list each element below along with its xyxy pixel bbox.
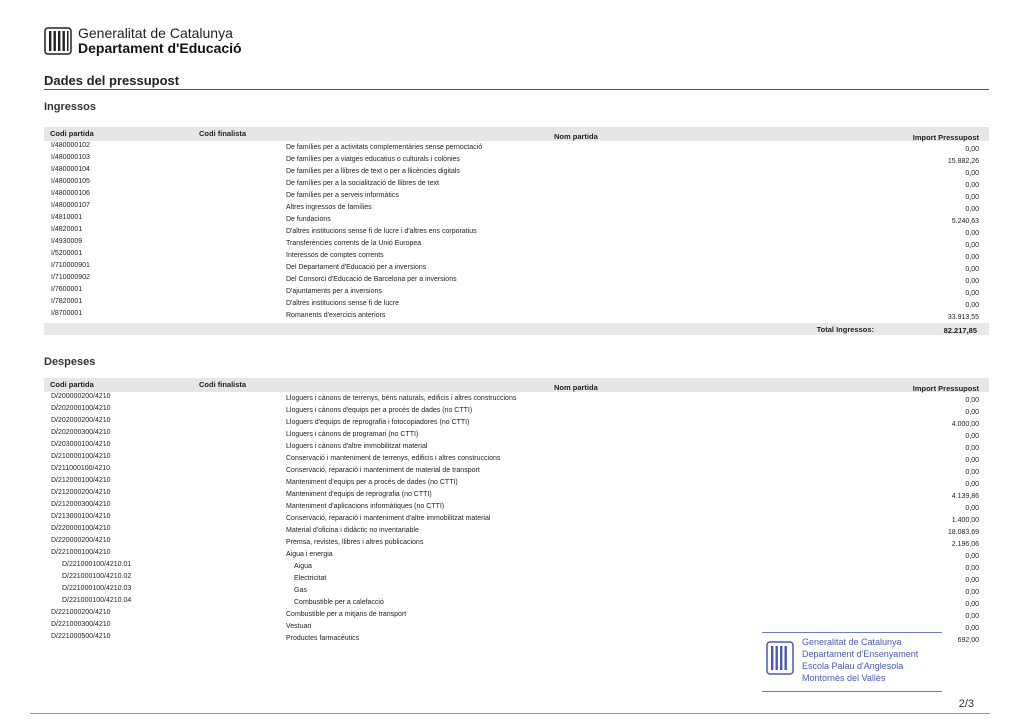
row-code: I/710000901: [51, 262, 90, 269]
table-row: [44, 476, 989, 488]
table-row: [44, 584, 989, 596]
footer-divider: [30, 713, 990, 714]
row-code: D/221000100/4210.01: [62, 561, 132, 568]
row-amount: 0,00: [965, 613, 979, 620]
row-amount: 0,00: [965, 457, 979, 464]
row-name: De famílies per a viatges educatius o culturals i colònies: [286, 156, 460, 163]
row-name: Romanents d'exercicis anteriors: [286, 312, 386, 319]
row-amount: 33.913,55: [947, 314, 979, 321]
row-name: De famílies per a llibres de text o per a llicències digitals: [286, 168, 460, 175]
ingressos-rows: [44, 141, 989, 321]
row-name: Del Departament d'Educació per a inversions: [286, 264, 427, 271]
table-row: [44, 153, 989, 165]
row-amount: 0,00: [965, 601, 979, 608]
row-amount: 0,00: [965, 206, 979, 213]
row-name: Productes farmacèutics: [286, 635, 360, 642]
column-amount: Import Pressupost: [912, 133, 979, 142]
row-amount: 15.882,26: [947, 158, 979, 165]
row-name: Gas: [294, 587, 307, 594]
table-row: [44, 620, 989, 632]
row-code: I/480000102: [51, 142, 90, 149]
row-name: D'altres institucions sense fi de lucre: [286, 300, 399, 307]
row-code: D/200000200/4210: [51, 393, 111, 400]
row-name: Lloguers i cànons de programari (no CTTI): [286, 431, 419, 438]
row-amount: 0,00: [965, 481, 979, 488]
row-amount: 692,00: [957, 637, 979, 644]
row-name: Lloguers i cànons d'equips per a procés de dades (no CTTI): [286, 407, 473, 414]
page-title: Dades del pressupost: [44, 73, 180, 88]
row-code: I/7600001: [51, 286, 83, 293]
row-code: I/8700001: [51, 310, 83, 317]
row-name: Conservació i manteniment de terrenys, edificis i altres construccions: [286, 455, 501, 462]
row-amount: 2.196,06: [951, 541, 979, 548]
row-code: D/210000100/4210: [51, 453, 111, 460]
row-amount: 0,00: [965, 553, 979, 560]
total-label: Total Ingressos:: [816, 325, 874, 334]
row-code: I/4820001: [51, 226, 83, 233]
table-row: [44, 560, 989, 572]
row-code: D/220000100/4210: [51, 525, 111, 532]
table-row: [44, 416, 989, 428]
row-amount: 0,00: [965, 242, 979, 249]
row-code: D/221000200/4210: [51, 609, 111, 616]
row-code: D/202000300/4210: [51, 429, 111, 436]
row-amount: 18.083,69: [947, 529, 979, 536]
row-name: De fundacions: [286, 216, 331, 223]
table-row: [44, 440, 989, 452]
row-name: Interessos de comptes corrents: [286, 252, 384, 259]
org-line1: Generalitat de Catalunya: [78, 25, 233, 41]
table-row: [44, 189, 989, 201]
table-row: [44, 548, 989, 560]
row-amount: 0,00: [965, 577, 979, 584]
table-row: [44, 404, 989, 416]
table-row: [44, 536, 989, 548]
row-name: Transferències corrents de la Unió Europea: [286, 240, 422, 247]
table-row: [44, 572, 989, 584]
row-code: D/221000100/4210.02: [62, 573, 132, 580]
table-row: [44, 225, 989, 237]
row-name: Lloguers i cànons d'altre immobilitzat material: [286, 443, 428, 450]
row-name: Premsa, revistes, llibres i altres publicacions: [286, 539, 424, 546]
row-amount: 0,00: [965, 397, 979, 404]
row-code: D/221000300/4210: [51, 621, 111, 628]
row-amount: 0,00: [965, 146, 979, 153]
org-name: [78, 26, 242, 56]
table-row: [44, 285, 989, 297]
row-name: De famílies per a la socialització de llibres de text: [286, 180, 439, 187]
row-name: Material d'oficina i didàctic no inventariable: [286, 527, 419, 534]
table-row: [44, 213, 989, 225]
column-name: Nom partida: [554, 132, 598, 141]
table-row: [44, 452, 989, 464]
row-code: D/202000100/4210: [51, 405, 111, 412]
row-name: Electricitat: [294, 575, 327, 582]
row-code: I/480000105: [51, 178, 90, 185]
ingressos-table: [44, 127, 989, 335]
table-row: [44, 392, 989, 404]
stamp-line4: Montornès del Vallès: [802, 673, 886, 683]
row-name: D'altres institucions sense fi de lucre i d'altres ens corporatius: [286, 228, 477, 235]
row-amount: 0,00: [965, 625, 979, 632]
row-name: Altres ingressos de famílies: [286, 204, 372, 211]
row-code: D/220000200/4210: [51, 537, 111, 544]
row-code: I/4930009: [51, 238, 83, 245]
row-code: D/212000200/4210: [51, 489, 111, 496]
row-amount: 0,00: [965, 182, 979, 189]
page-number: 2/3: [958, 698, 974, 710]
despeses-table: [44, 378, 989, 644]
org-line2: Departament d'Educació: [78, 40, 242, 56]
table-row: [44, 165, 989, 177]
row-name: Manteniment d'aplicacions informàtiques (no CTTI): [286, 503, 445, 510]
table-row: [44, 488, 989, 500]
row-amount: 0,00: [965, 469, 979, 476]
row-name: Aigua: [294, 563, 312, 570]
row-name: Lloguers i cànons de terrenys, béns naturals, edificis i altres construccions: [286, 395, 517, 402]
table-row: [44, 237, 989, 249]
row-code: I/480000107: [51, 202, 90, 209]
row-amount: 0,00: [965, 445, 979, 452]
row-code: D/221000100/4210.04: [62, 597, 132, 604]
row-code: I/4810001: [51, 214, 83, 221]
title-divider: [44, 89, 989, 90]
row-amount: 0,00: [965, 230, 979, 237]
table-row: [44, 273, 989, 285]
despeses-rows: [44, 392, 989, 644]
column-name: Nom partida: [554, 383, 598, 392]
row-code: D/213000100/4210: [51, 513, 111, 520]
row-amount: 0,00: [965, 433, 979, 440]
column-finalist: Codi finalista: [199, 380, 247, 389]
row-code: I/480000106: [51, 190, 90, 197]
row-name: Aigua i energia: [286, 551, 333, 558]
table-row: [44, 608, 989, 620]
ingressos-total: [44, 323, 989, 335]
row-code: I/710000902: [51, 274, 90, 281]
table-row: [44, 464, 989, 476]
table-row: [44, 500, 989, 512]
school-stamp: [762, 632, 942, 692]
column-finalist: Codi finalista: [199, 129, 247, 138]
stamp-line3: Escola Palau d'Anglesola: [802, 661, 904, 671]
row-amount: 0,00: [965, 409, 979, 416]
row-code: I/7820001: [51, 298, 83, 305]
stamp-line1: Generalitat de Catalunya: [802, 637, 902, 647]
row-amount: 0,00: [965, 266, 979, 273]
row-name: Combustible per a mitjans de transport: [286, 611, 407, 618]
row-amount: 0,00: [965, 589, 979, 596]
despeses-title: Despeses: [44, 356, 96, 368]
table-row: [44, 596, 989, 608]
table-row: [44, 428, 989, 440]
row-code: D/203000100/4210: [51, 441, 111, 448]
row-name: Manteniment d'equips per a procés de dades (no CTTI): [286, 479, 458, 486]
row-name: D'ajuntaments per a inversions: [286, 288, 382, 295]
table-row: [44, 177, 989, 189]
stamp-line2: Departament d'Ensenyament: [802, 649, 919, 659]
row-code: D/202000200/4210: [51, 417, 111, 424]
row-name: Conservació, reparació i manteniment d'altre immobilitzat material: [286, 515, 491, 522]
table-row: [44, 261, 989, 273]
row-amount: 4.000,00: [951, 421, 979, 428]
table-row: [44, 297, 989, 309]
table-row: [44, 309, 989, 321]
header: [44, 26, 242, 56]
row-code: D/221000500/4210: [51, 633, 111, 640]
row-amount: 4.139,86: [951, 493, 979, 500]
row-amount: 1.400,00: [951, 517, 979, 524]
table-row: [44, 249, 989, 261]
row-code: D/221000100/4210: [51, 549, 111, 556]
ingressos-title: Ingressos: [44, 101, 96, 113]
stamp-logo-icon: [766, 641, 794, 675]
row-amount: 0,00: [965, 505, 979, 512]
row-code: I/5200001: [51, 250, 83, 257]
column-code: Codi partida: [50, 129, 94, 138]
row-code: I/480000103: [51, 154, 90, 161]
row-name: Lloguers d'equips de reprografia i fotocopiadores (no CTTI): [286, 419, 470, 426]
row-name: Del Consorci d'Educació de Barcelona per a inversions: [286, 276, 457, 283]
row-code: D/212000300/4210: [51, 501, 111, 508]
row-amount: 0,00: [965, 278, 979, 285]
column-amount: Import Pressupost: [912, 384, 979, 393]
row-name: De famílies per a serveis informàtics: [286, 192, 399, 199]
generalitat-logo-icon: [44, 27, 72, 55]
row-amount: 0,00: [965, 170, 979, 177]
row-amount: 5.240,63: [951, 218, 979, 225]
row-amount: 0,00: [965, 194, 979, 201]
row-amount: 0,00: [965, 302, 979, 309]
row-name: Combustible per a calefacció: [294, 599, 384, 606]
column-code: Codi partida: [50, 380, 94, 389]
table-row: [44, 512, 989, 524]
row-code: D/212000100/4210: [51, 477, 111, 484]
ingressos-table-header: [44, 127, 989, 141]
row-name: Manteniment d'equips de reprografia (no CTTI): [286, 491, 432, 498]
row-code: D/221000100/4210.03: [62, 585, 132, 592]
row-amount: 0,00: [965, 565, 979, 572]
row-amount: 0,00: [965, 290, 979, 297]
table-row: [44, 201, 989, 213]
row-code: I/480000104: [51, 166, 90, 173]
table-row: [44, 524, 989, 536]
row-name: Vestuari: [286, 623, 312, 630]
stamp-text: [802, 636, 918, 684]
table-row: [44, 141, 989, 153]
row-code: D/211000100/4210: [51, 465, 111, 472]
row-name: Conservació, reparació i manteniment de material de transport: [286, 467, 480, 474]
row-amount: 0,00: [965, 254, 979, 261]
despeses-table-header: [44, 378, 989, 392]
row-name: De famílies per a activitats complementàries sense pernoctació: [286, 144, 483, 151]
total-value: 82.217,85: [943, 326, 977, 335]
